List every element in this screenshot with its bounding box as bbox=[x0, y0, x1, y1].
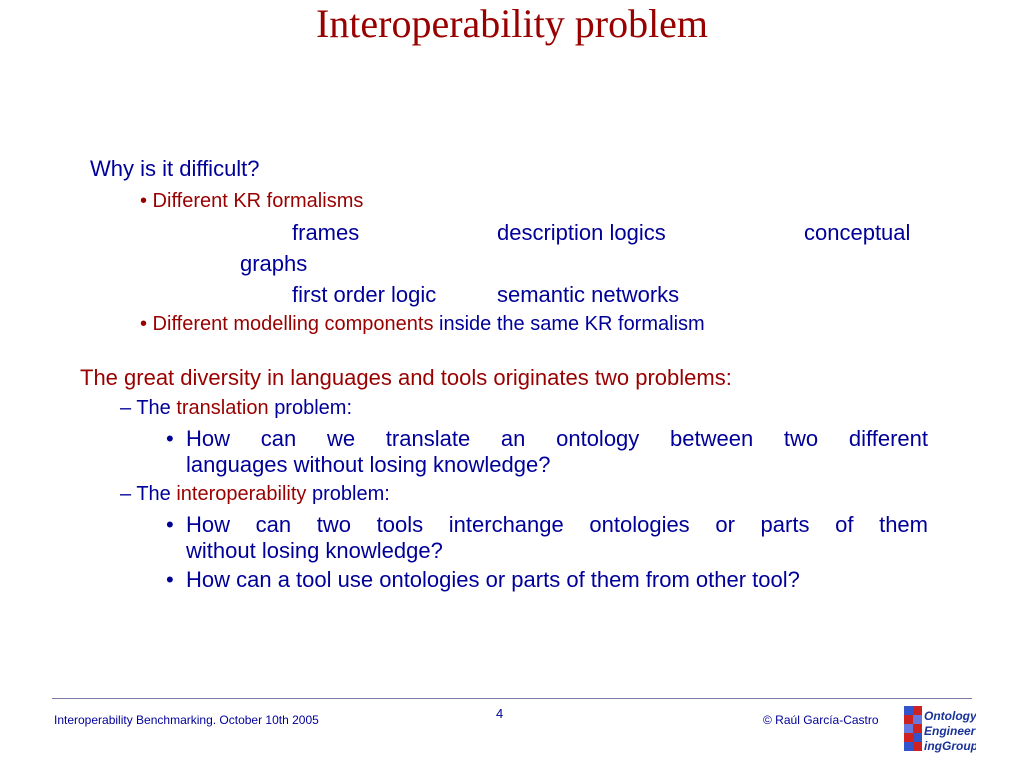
interop-keyword: interoperability bbox=[176, 483, 307, 505]
interop-question2: How can a tool use ontologies or parts of them from other tool? bbox=[186, 567, 800, 592]
diversity-heading: The great diversity in languages and tools originates two problems: bbox=[80, 365, 732, 390]
footer-divider bbox=[52, 698, 972, 699]
translation-suffix: problem: bbox=[274, 397, 352, 419]
why-heading: Why is it difficult? bbox=[90, 156, 260, 181]
formalism-conceptual: conceptual bbox=[804, 220, 911, 245]
bullet-kr-formalisms: • Different KR formalisms bbox=[140, 190, 364, 212]
oeg-logo bbox=[904, 706, 976, 758]
page-number: 4 bbox=[496, 706, 504, 721]
formalism-semantic-networks: semantic networks bbox=[497, 282, 680, 307]
translation-question-line2: languages without losing knowledge? bbox=[186, 452, 551, 477]
slide-title: Interoperability problem bbox=[315, 1, 709, 46]
formalism-graphs: graphs bbox=[240, 251, 308, 276]
translation-problem bbox=[120, 397, 352, 420]
formalism-frames: frames bbox=[292, 220, 360, 245]
bullet-modelling-components-red: • Different modelling components bbox=[140, 313, 434, 335]
footer-copyright: © Raúl García-Castro bbox=[763, 713, 879, 727]
footer-left-text: Interoperability Benchmarking. October 10th 2005 bbox=[54, 713, 319, 727]
svg-text:Ontology: Ontology bbox=[924, 709, 976, 723]
bullet-icon: • bbox=[166, 426, 174, 451]
interop-dash: – The bbox=[120, 483, 171, 505]
interop-suffix: problem: bbox=[311, 483, 390, 505]
bullet-modelling-components bbox=[140, 313, 705, 336]
translation-keyword: translation bbox=[176, 397, 269, 419]
interoperability-problem bbox=[120, 483, 390, 506]
formalism-description-logics: description logics bbox=[497, 220, 666, 245]
interop-question1-line2: without losing knowledge? bbox=[186, 538, 443, 563]
bullet-icon: • bbox=[166, 567, 174, 592]
svg-text:ingGroup: ingGroup bbox=[924, 739, 976, 753]
bullet-icon: • bbox=[166, 512, 174, 537]
translation-question-line1: How can we translate an ontology between two different bbox=[186, 426, 928, 451]
formalism-first-order-logic: first order logic bbox=[292, 282, 437, 307]
svg-text:Engineer: Engineer bbox=[924, 724, 976, 738]
oeg-logo-mark bbox=[904, 706, 976, 758]
interop-question1-line1: How can two tools interchange ontologies or parts of them bbox=[186, 512, 928, 537]
translation-dash: – The bbox=[120, 397, 171, 419]
bullet-modelling-components-blue: inside the same KR formalism bbox=[439, 313, 705, 335]
